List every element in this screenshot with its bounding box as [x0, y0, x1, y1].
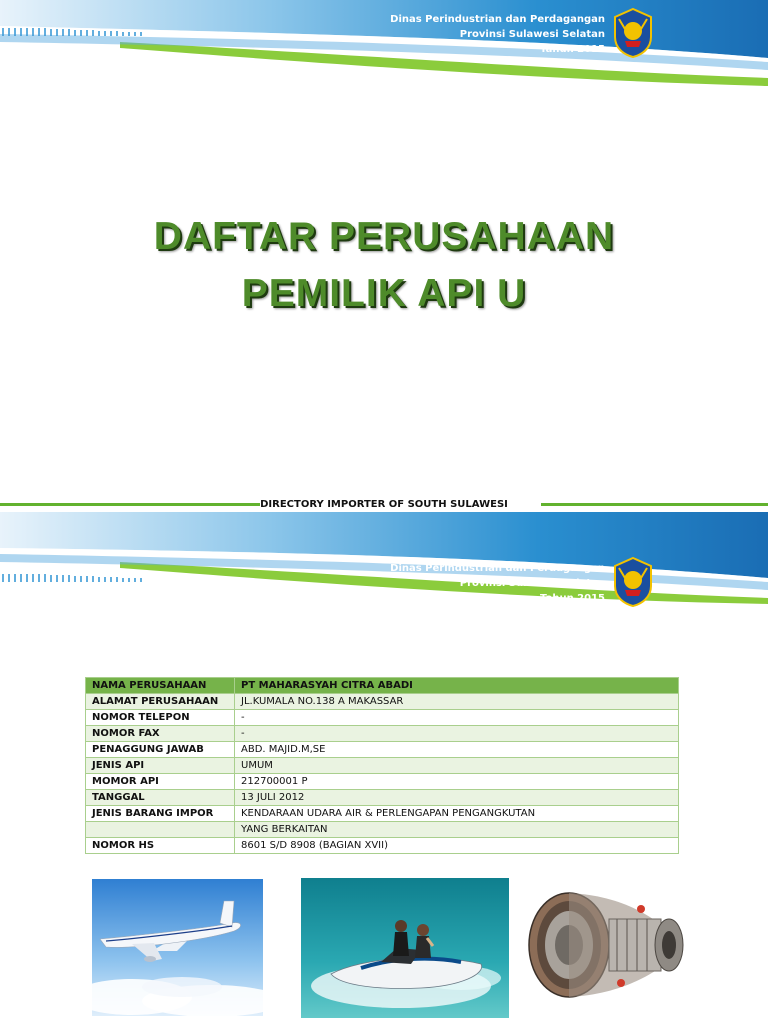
- table-label-cell: NOMOR FAX: [86, 726, 235, 742]
- organization-name: Dinas Perindustrian dan Perdagangan: [390, 563, 605, 574]
- slide-title-line-2: PEMILIK API U: [241, 272, 527, 315]
- table-row: [86, 790, 679, 806]
- company-detail-slide: [0, 512, 768, 1024]
- table-value-cell: PT MAHARASYAH CITRA ABADI: [235, 678, 679, 694]
- table-value-cell: 8601 S/D 8908 (BAGIAN XVII): [235, 838, 679, 854]
- organization-label: [390, 561, 605, 606]
- table-label-cell: PENAGGUNG JAWAB: [86, 742, 235, 758]
- table-value-cell: -: [235, 726, 679, 742]
- company-info-table: [85, 677, 679, 854]
- table-label-cell: ALAMAT PERUSAHAAN: [86, 694, 235, 710]
- table-label-cell: [86, 822, 235, 838]
- table-label-cell: TANGGAL: [86, 790, 235, 806]
- footer-directory-label: DIRECTORY IMPORTER OF SOUTH SULAWESI: [260, 499, 508, 510]
- table-row: [86, 710, 679, 726]
- table-value-cell: KENDARAAN UDARA AIR & PERLENGAPAN PENGANGKUTAN: [235, 806, 679, 822]
- year-label: Tahun 2015: [540, 44, 605, 55]
- table-row: [86, 758, 679, 774]
- province-emblem-icon: [611, 556, 655, 608]
- table-label-cell: NOMOR TELEPON: [86, 710, 235, 726]
- table-label-cell: JENIS BARANG IMPOR: [86, 806, 235, 822]
- table-row: [86, 726, 679, 742]
- table-value-cell: JL.KUMALA NO.138 A MAKASSAR: [235, 694, 679, 710]
- table-value-cell: 13 JULI 2012: [235, 790, 679, 806]
- organization-name: Dinas Perindustrian dan Perdagangan: [390, 14, 605, 25]
- province-name: Provinsi Sulawesi Selatan: [459, 578, 605, 589]
- table-row: [86, 742, 679, 758]
- table-value-cell: ABD. MAJID.M,SE: [235, 742, 679, 758]
- table-row: [86, 838, 679, 854]
- table-row: [86, 806, 679, 822]
- year-label: Tahun 2015: [540, 593, 605, 604]
- table-row: [86, 822, 679, 838]
- table-label-cell: NAMA PERUSAHAAN: [86, 678, 235, 694]
- table-label-cell: NOMOR HS: [86, 838, 235, 854]
- table-value-cell: UMUM: [235, 758, 679, 774]
- table-value-cell: YANG BERKAITAN: [235, 822, 679, 838]
- table-value-cell: -: [235, 710, 679, 726]
- table-row: [86, 774, 679, 790]
- table-value-cell: 212700001 P: [235, 774, 679, 790]
- table-label-cell: MOMOR API: [86, 774, 235, 790]
- organization-label: [390, 12, 605, 57]
- province-name: Provinsi Sulawesi Selatan: [459, 29, 605, 40]
- airplane-photo: [92, 879, 263, 1016]
- jet-ski-photo: [301, 878, 509, 1018]
- slide-title-line-1: DAFTAR PERUSAHAAN: [153, 215, 615, 258]
- jet-engine-photo: [521, 879, 696, 1016]
- table-row: [86, 694, 679, 710]
- table-header-row: [86, 678, 679, 694]
- province-emblem-icon: [611, 7, 655, 59]
- table-label-cell: JENIS API: [86, 758, 235, 774]
